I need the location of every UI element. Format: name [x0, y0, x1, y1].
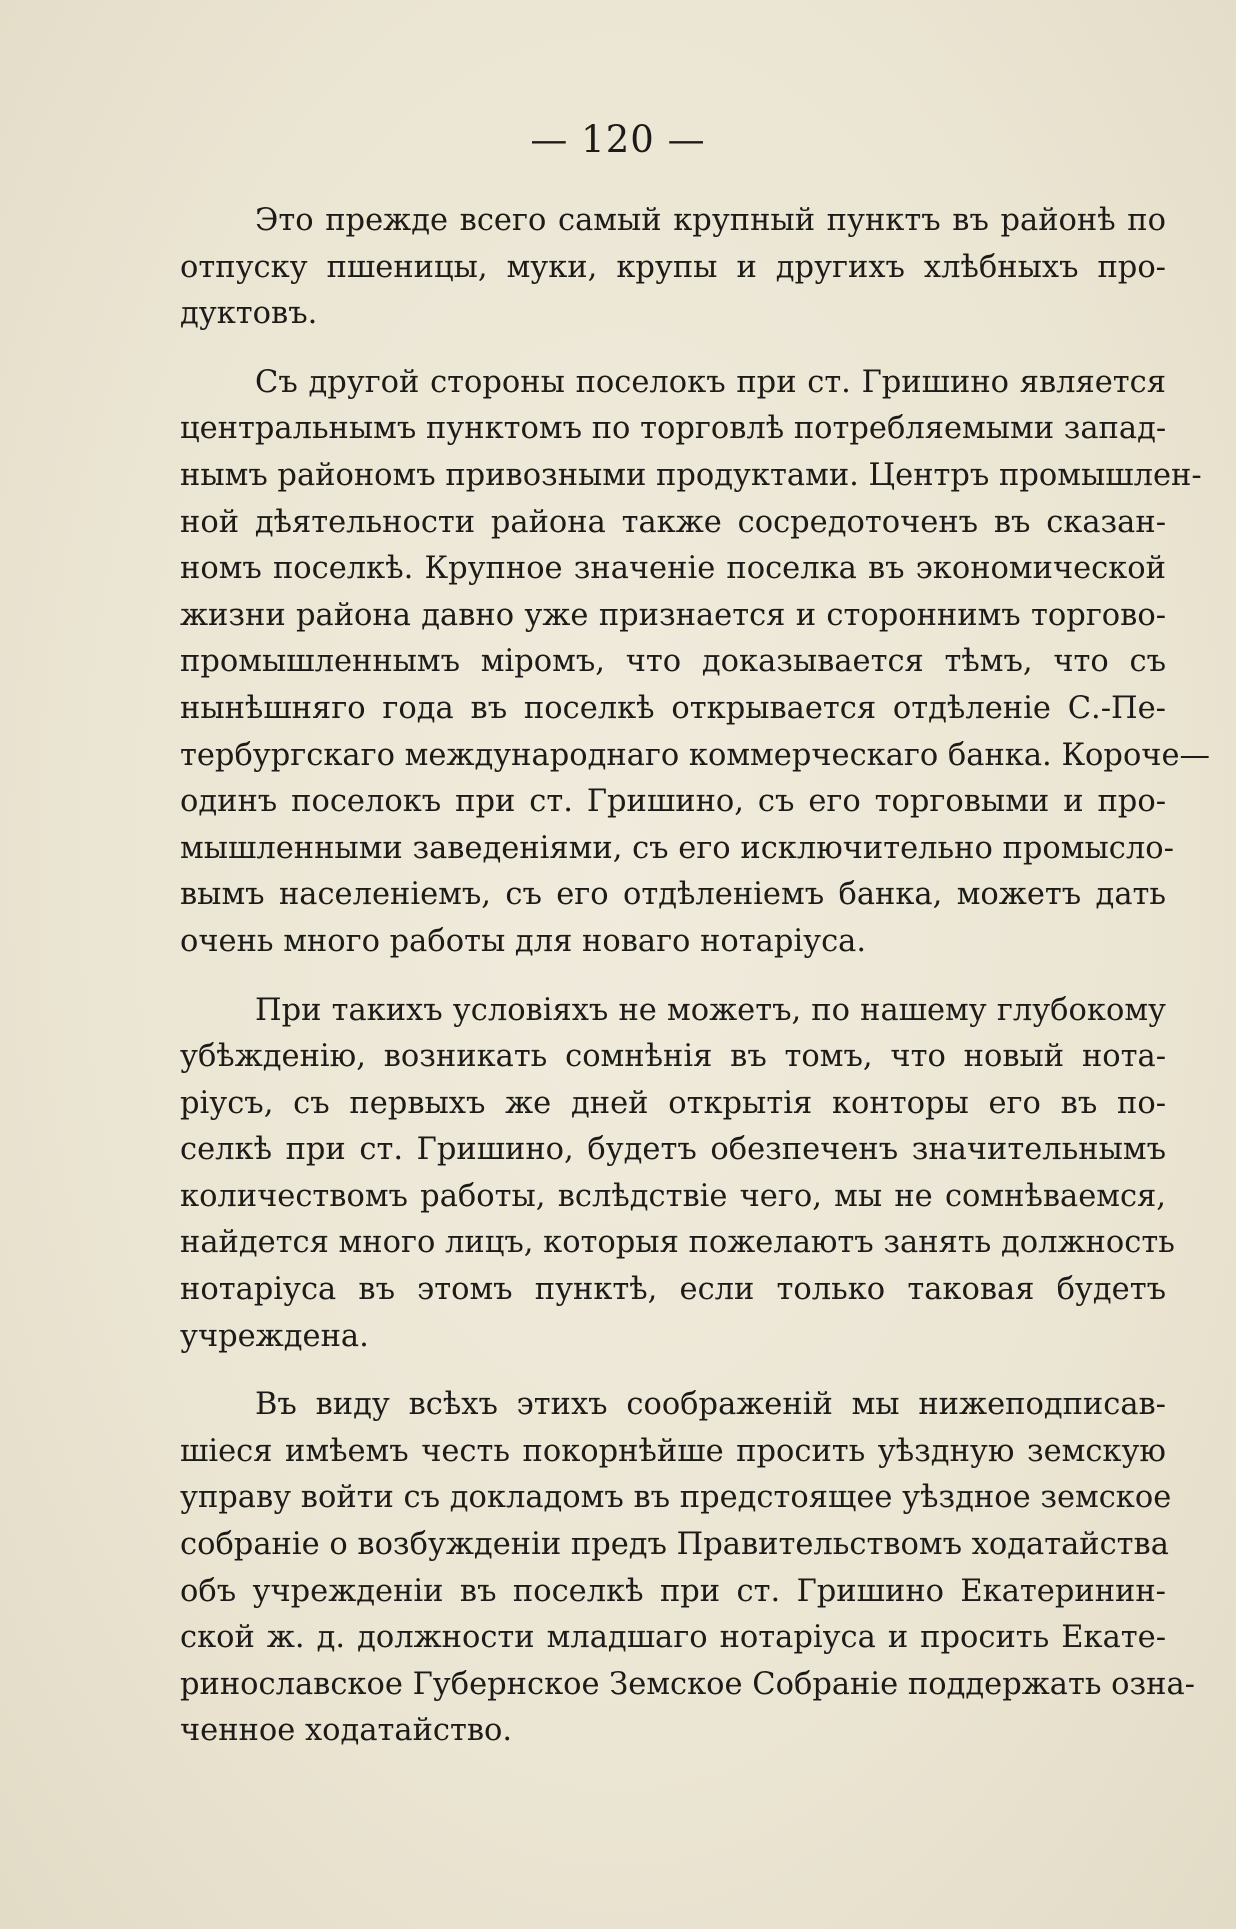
- paragraph-2: [180, 360, 1211, 966]
- text-line: учреждена.: [180, 1318, 369, 1354]
- text-line: промышленнымъ міромъ, что доказывается тѣмъ, что съ: [180, 644, 1166, 680]
- text-line: ской ж. д. должности младшаго нотаріуса и просить Екате-: [180, 1620, 1166, 1656]
- text-line: тербургскаго международнаго коммерческаго банка. Короче—: [180, 737, 1211, 773]
- text-line: очень много работы для новаго нотаріуса.: [180, 923, 867, 959]
- text-line: шіеся имѣемъ честь покорнѣйше просить уѣздную земскую: [180, 1433, 1166, 1469]
- text-line: найдется много лицъ, которыя пожелаютъ занять должность: [180, 1225, 1175, 1261]
- text-line: ріусъ, съ первыхъ же дней открытія конторы его въ по-: [180, 1085, 1166, 1121]
- text-line: объ учрежденіи въ поселкѣ при ст. Гришино Екатеринин-: [180, 1573, 1166, 1609]
- text-line: ринославское Губернское Земское Собраніе поддержать озна-: [180, 1666, 1195, 1702]
- text-line: Это прежде всего самый крупный пунктъ въ районѣ по: [255, 203, 1166, 238]
- text-line: номъ поселкѣ. Крупное значеніе поселка въ экономической: [180, 551, 1166, 587]
- text-line: нынѣшняго года въ поселкѣ открывается отдѣленіе С.-Пе-: [180, 690, 1166, 726]
- paragraph-1: [180, 198, 1166, 338]
- text-line: Съ другой стороны поселокъ при ст. Гришино является: [255, 364, 1166, 400]
- text-line: селкѣ при ст. Гришино, будетъ обезпеченъ значительнымъ: [180, 1132, 1166, 1168]
- text-line: центральнымъ пунктомъ по торговлѣ потребляемыми запад-: [180, 411, 1167, 447]
- text-line: убѣжденію, возникать сомнѣнія въ томъ, что новый нота-: [180, 1039, 1166, 1075]
- text-line: собраніе о возбужденіи предъ Правительствомъ ходатайства: [180, 1527, 1169, 1563]
- text-line: дуктовъ.: [180, 296, 318, 332]
- text-line: При такихъ условіяхъ не можетъ, по нашему глубокому: [255, 992, 1166, 1028]
- paragraph-4: [180, 1382, 1195, 1755]
- body-text: [180, 198, 1211, 1777]
- page-number: — 120 —: [530, 118, 706, 161]
- text-line: Въ виду всѣхъ этихъ соображеній мы нижеподписав-: [255, 1387, 1166, 1423]
- paragraph-3: [180, 988, 1175, 1361]
- text-line: управу войти съ докладомъ въ предстоящее уѣздное земское: [180, 1480, 1172, 1516]
- text-line: ченное ходатайство.: [180, 1713, 513, 1749]
- text-line: нотаріуса въ этомъ пунктѣ, если только таковая будетъ: [180, 1272, 1166, 1308]
- text-line: нымъ райономъ привозными продуктами. Центръ промышлен-: [180, 457, 1202, 493]
- text-line: отпуску пшеницы, муки, крупы и другихъ хлѣбныхъ про-: [180, 249, 1166, 285]
- text-line: мышленными заведеніями, съ его исключительно промысло-: [180, 830, 1174, 866]
- text-line: жизни района давно уже признается и стороннимъ торгово-: [180, 597, 1166, 633]
- text-line: вымъ населеніемъ, съ его отдѣленіемъ банка, можетъ дать: [180, 877, 1166, 913]
- text-line: количествомъ работы, вслѣдствіе чего, мы не сомнѣваемся,: [180, 1178, 1166, 1214]
- text-line: ной дѣятельности района также сосредоточенъ въ сказан-: [180, 504, 1166, 540]
- text-line: одинъ поселокъ при ст. Гришино, съ его торговыми и про-: [180, 784, 1166, 820]
